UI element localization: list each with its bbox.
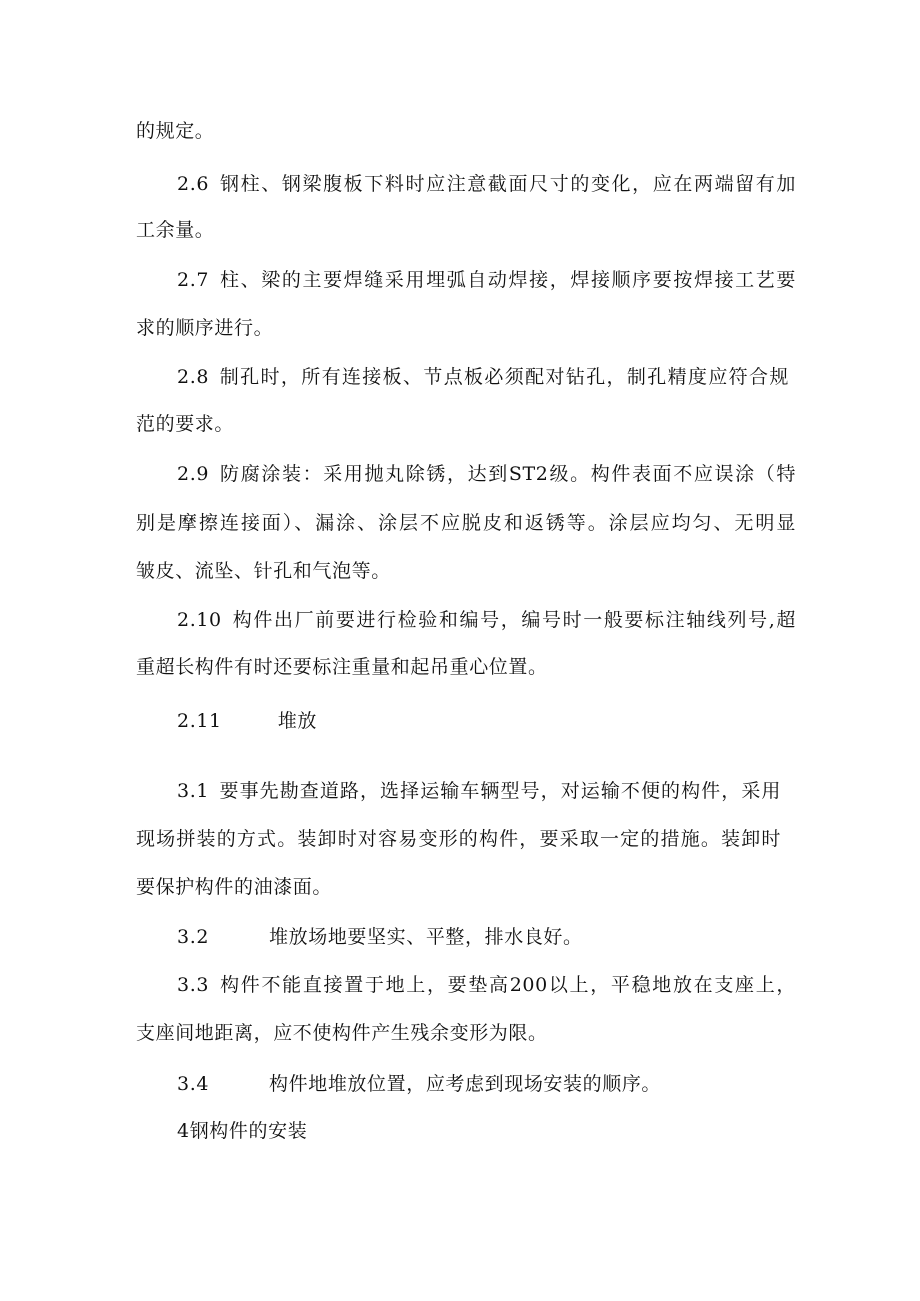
section-number: 3.1 xyxy=(177,780,210,802)
paragraph-line xyxy=(136,315,796,341)
line-text: 柱、梁的主要焊缝采用埋弧自动焊接，焊接顺序要按焊接工艺要 xyxy=(219,269,796,291)
line-text: 要保护构件的油漆面。 xyxy=(136,876,333,898)
paragraph-line xyxy=(136,826,781,852)
section-number: 3.3 xyxy=(177,974,210,996)
section-3-1 xyxy=(177,778,781,804)
paragraph-line xyxy=(136,1020,796,1046)
section-number: 2.10 xyxy=(177,609,222,631)
heading-text: 4钢构件的安装 xyxy=(177,1120,308,1142)
section-number: 2.8 xyxy=(177,366,210,388)
line-text: 构件不能直接置于地上，要垫高200以上，平稳地放在支座上， xyxy=(219,974,796,996)
paragraph-line xyxy=(136,217,796,243)
line-text: 制孔时，所有连接板、节点板必须配对钻孔，制孔精度应符合规 xyxy=(219,366,789,388)
line-text: 重超长构件有时还要标注重量和起吊重心位置。 xyxy=(136,656,548,678)
section-number: 2.9 xyxy=(177,463,210,485)
line-text: 构件地堆放位置，应考虑到现场安装的顺序。 xyxy=(269,1073,662,1095)
section-3-2 xyxy=(177,924,837,950)
section-number: 3.4 xyxy=(177,1073,210,1095)
line-text: 范的要求。 xyxy=(136,413,235,435)
section-3-3 xyxy=(177,972,796,998)
section-2-8 xyxy=(177,364,789,390)
section-number: 2.7 xyxy=(177,269,210,291)
paragraph-line xyxy=(136,510,796,536)
paragraph-line xyxy=(136,558,796,584)
line-text: 防腐涂装：采用抛丸除锈，达到ST2级。构件表面不应误涂（特 xyxy=(219,463,796,485)
paragraph-line xyxy=(136,118,796,144)
line-text: 堆放场地要坚实、平整，排水良好。 xyxy=(269,926,583,948)
section-number: 2.11 xyxy=(177,710,222,732)
line-text: 要事先勘查道路，选择运输车辆型号，对运输不便的构件，采用 xyxy=(219,780,781,802)
section-number: 3.2 xyxy=(177,926,210,948)
line-text: 现场拼装的方式。装卸时对容易变形的构件，要采取一定的措施。装卸时 xyxy=(136,828,781,850)
line-text: 钢柱、钢梁腹板下料时应注意截面尺寸的变化，应在两端留有加 xyxy=(219,173,796,195)
section-2-7 xyxy=(177,267,796,293)
section-heading-4 xyxy=(177,1118,837,1144)
line-text: 堆放 xyxy=(277,710,317,732)
section-2-9 xyxy=(177,461,796,487)
section-number: 2.6 xyxy=(177,173,210,195)
line-text: 的规定。 xyxy=(136,120,215,142)
section-2-6 xyxy=(177,171,796,197)
section-2-10 xyxy=(177,607,796,633)
section-3-4 xyxy=(177,1071,837,1097)
paragraph-line xyxy=(136,654,796,680)
line-text: 皱皮、流坠、针孔和气泡等。 xyxy=(136,560,391,582)
line-text: 别是摩擦连接面）、漏涂、涂层不应脱皮和返锈等。涂层应均匀、无明显 xyxy=(136,512,796,534)
line-text: 工余量。 xyxy=(136,219,215,241)
section-2-11 xyxy=(177,708,837,734)
line-text: 支座间地距离，应不使构件产生残余变形为限。 xyxy=(136,1022,548,1044)
paragraph-line xyxy=(136,874,796,900)
line-text: 构件出厂前要进行检验和编号，编号时一般要标注轴线列号,超 xyxy=(231,609,796,631)
line-text: 求的顺序进行。 xyxy=(136,317,274,339)
paragraph-line xyxy=(136,411,796,437)
